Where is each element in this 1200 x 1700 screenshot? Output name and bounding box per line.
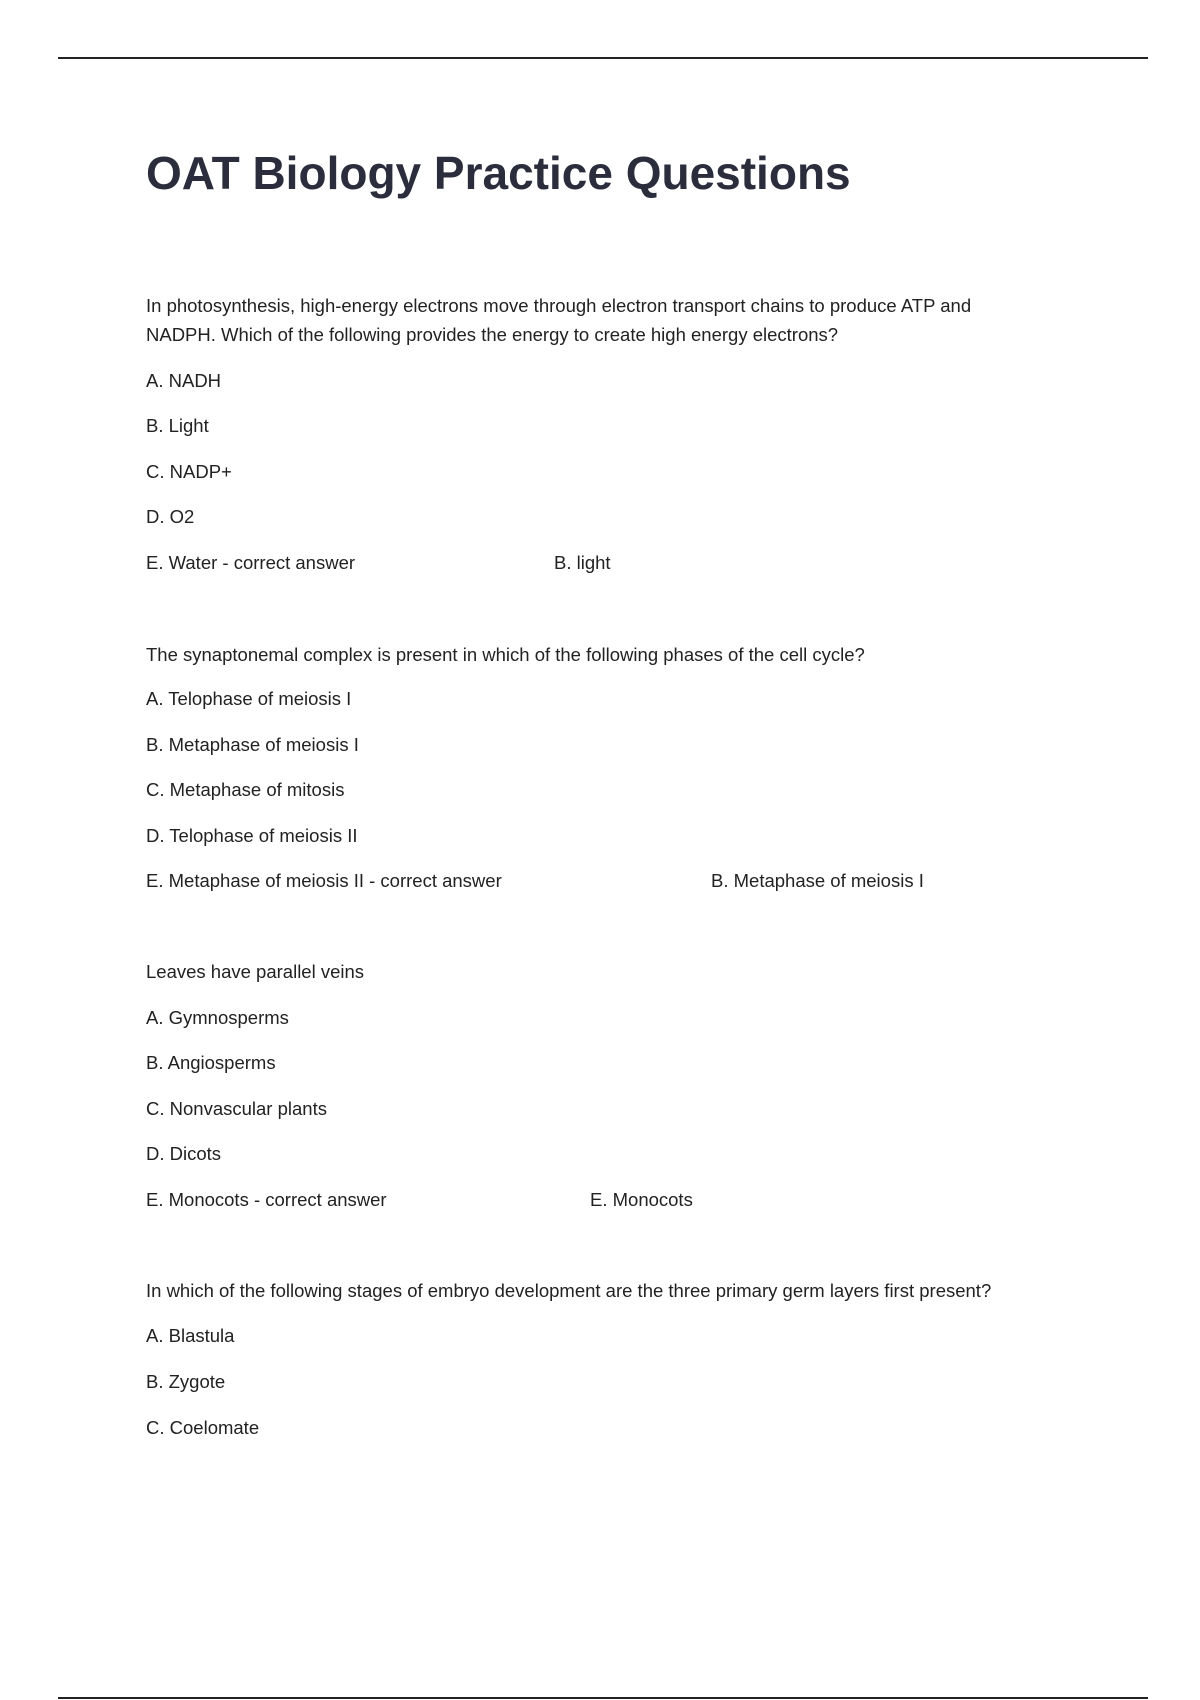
answer-key: B. Metaphase of meiosis I <box>711 870 924 891</box>
option: A. Gymnosperms <box>146 1007 289 1028</box>
option: E. Water - correct answer <box>146 552 356 573</box>
option: A. Blastula <box>146 1325 235 1346</box>
option: A. NADH <box>146 370 222 391</box>
option: A. Telophase of meiosis I <box>146 688 352 709</box>
question-text: In which of the following stages of embryo development are the three primary germ layers first present? <box>146 1280 992 1301</box>
top-rule <box>58 57 1148 59</box>
option: C. Coelomate <box>146 1417 260 1438</box>
answer-key: E. Monocots <box>590 1189 693 1210</box>
option: D. O2 <box>146 506 195 527</box>
option: E. Metaphase of meiosis II - correct answer <box>146 870 502 891</box>
option: B. Zygote <box>146 1371 226 1392</box>
option: B. Angiosperms <box>146 1052 276 1073</box>
question-text: The synaptonemal complex is present in which of the following phases of the cell cycle? <box>146 644 865 665</box>
option: C. NADP+ <box>146 461 232 482</box>
answer-key: B. light <box>554 552 611 573</box>
option: C. Metaphase of mitosis <box>146 779 345 800</box>
option: B. Metaphase of meiosis I <box>146 734 359 755</box>
option: E. Monocots - correct answer <box>146 1189 387 1210</box>
question-text: Leaves have parallel veins <box>146 961 365 982</box>
option: D. Dicots <box>146 1143 222 1164</box>
option: B. Light <box>146 415 209 436</box>
option: C. Nonvascular plants <box>146 1098 327 1119</box>
page-title: OAT Biology Practice Questions <box>146 147 851 199</box>
question-text: In photosynthesis, high-energy electrons move through electron transport chains to produce ATP and <box>146 295 972 316</box>
question-text: NADPH. Which of the following provides the energy to create high energy electrons? <box>146 324 839 345</box>
option: D. Telophase of meiosis II <box>146 825 358 846</box>
bottom-rule <box>58 1697 1148 1699</box>
